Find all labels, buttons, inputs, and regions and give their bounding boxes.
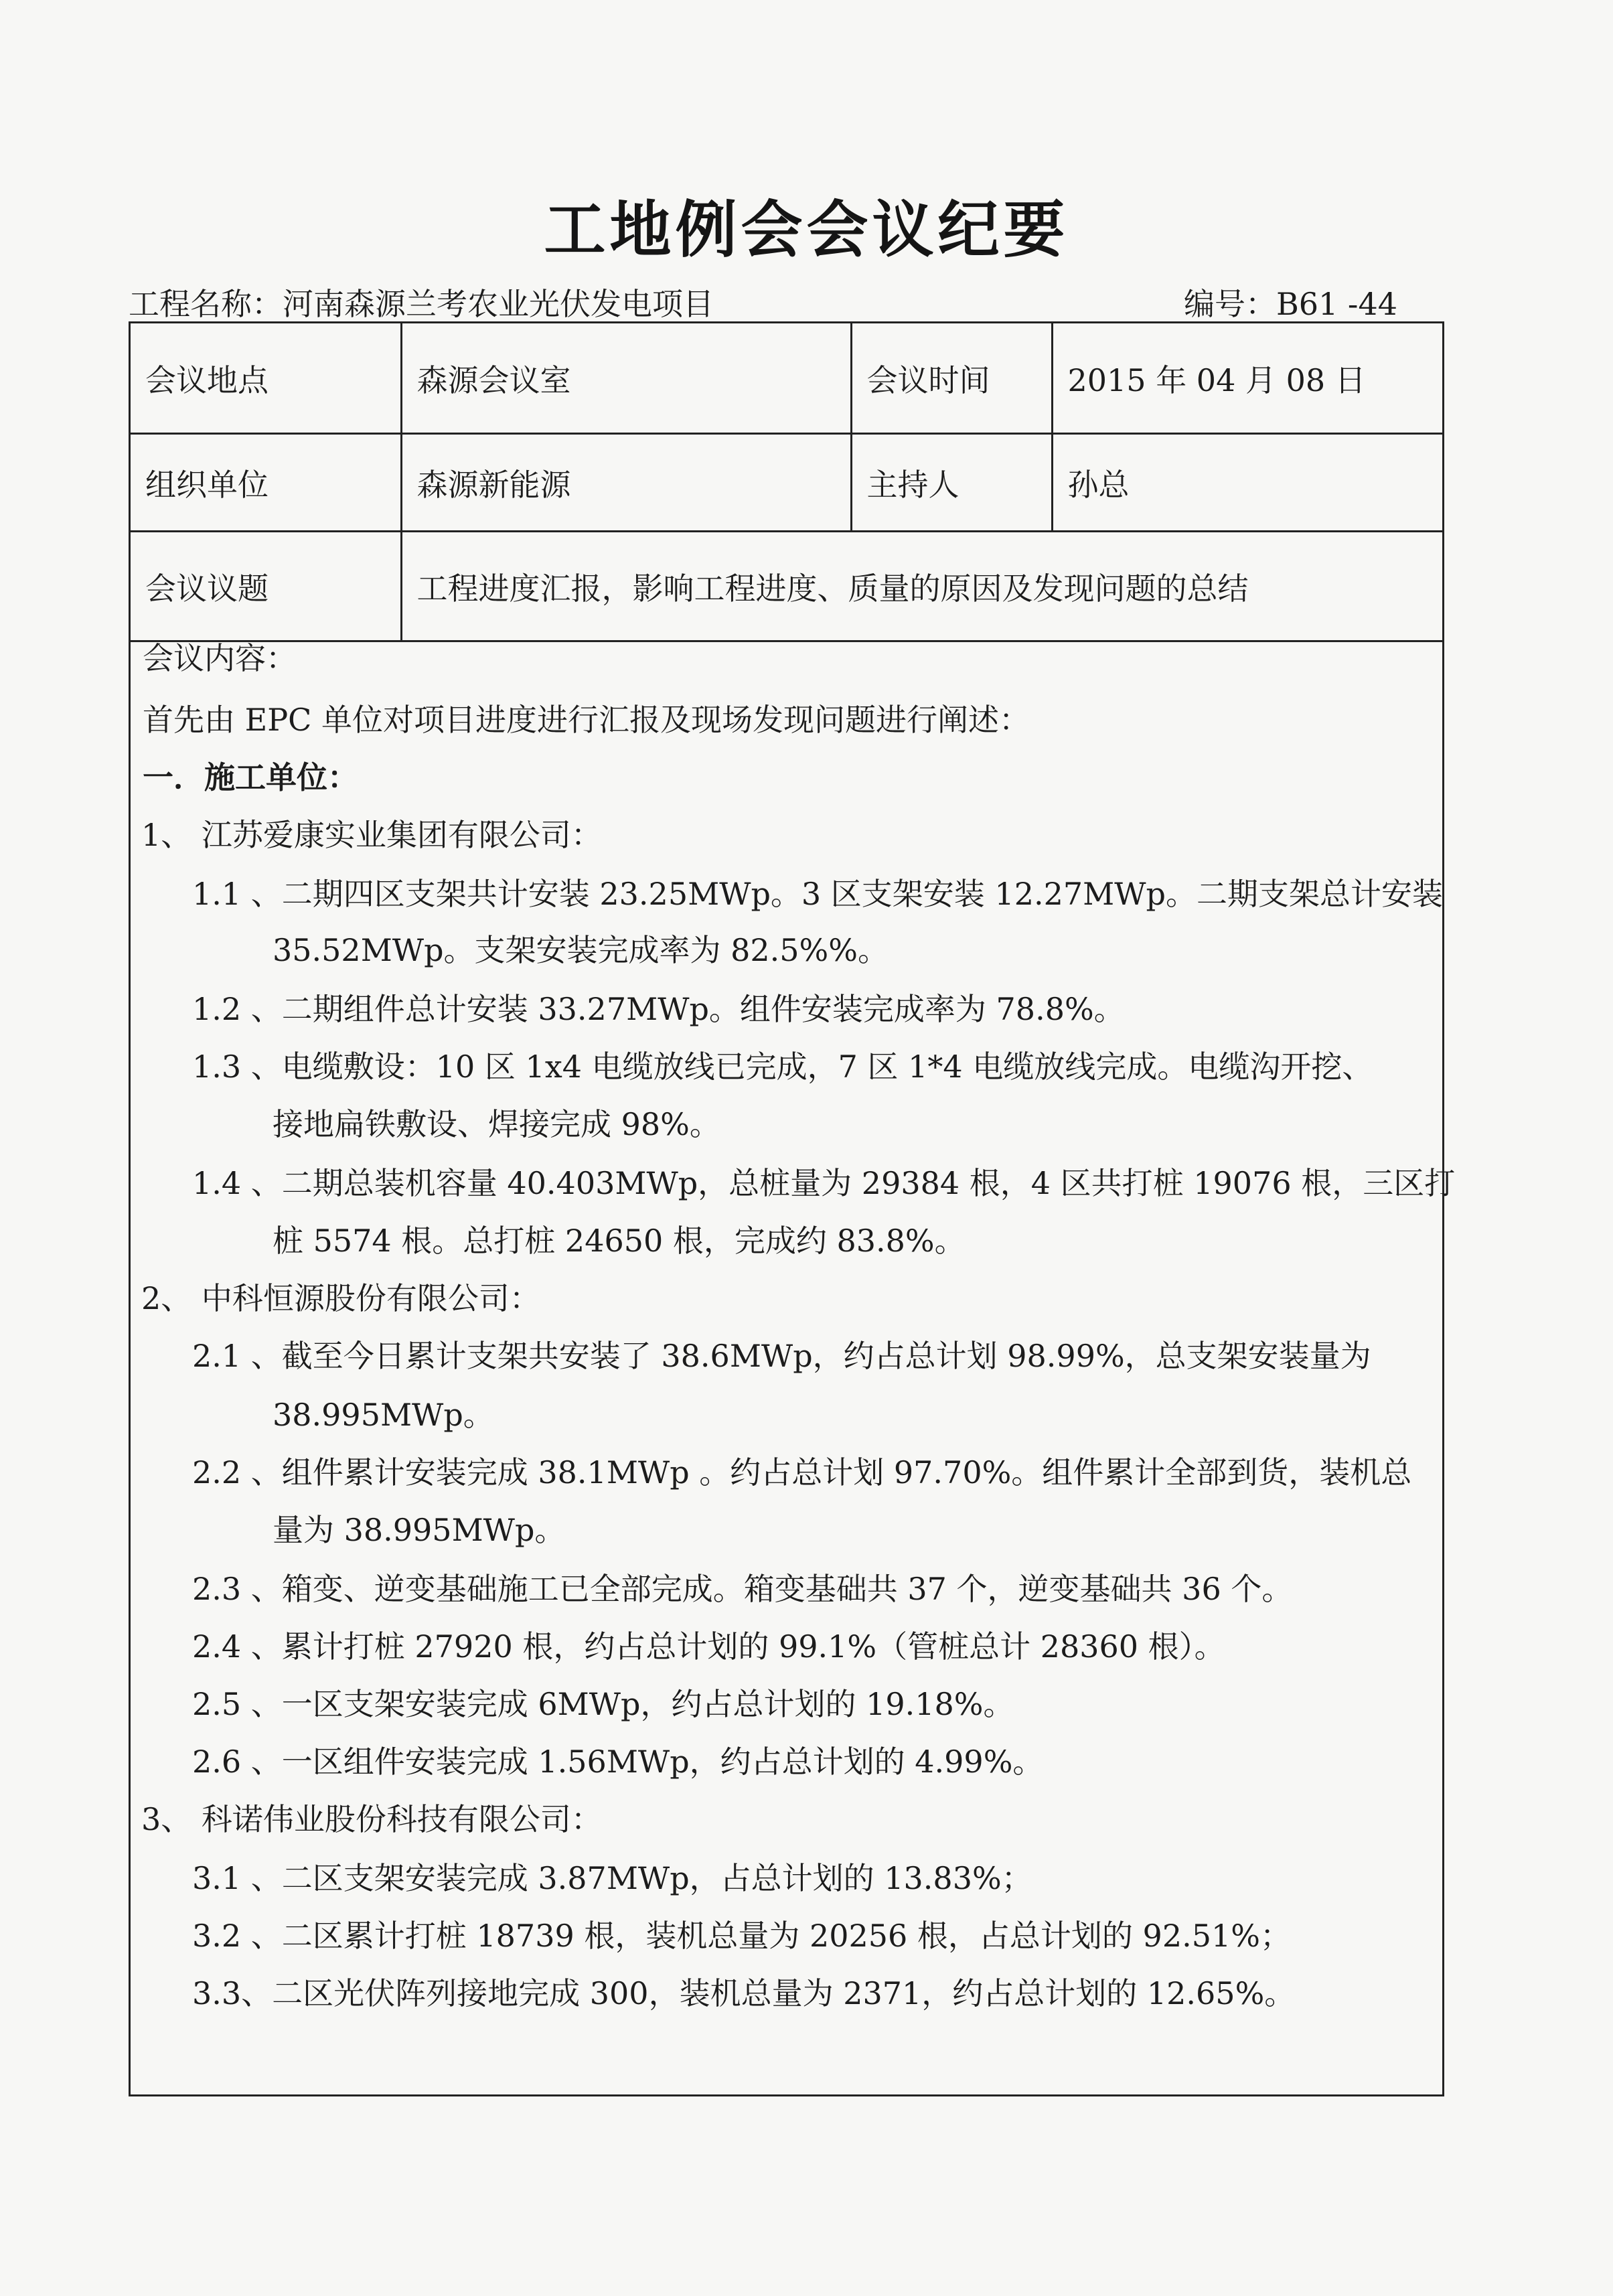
item-line: 38.995MWp。 — [273, 1397, 494, 1433]
item-line: 量为 38.995MWp。 — [273, 1512, 566, 1548]
item-line: 1.4 、二期总装机容量 40.403MWp，总桩量为 29384 根，4 区共打桩 19076 根，三区打 — [192, 1165, 1456, 1201]
content-intro: 首先由 EPC 单位对项目进度进行汇报及现场发现问题进行阐述： — [143, 702, 1030, 738]
item-line: 35.52MWp。支架安装完成率为 82.5%%。 — [273, 932, 889, 968]
info-row-location — [131, 323, 1442, 434]
org-value: 森源新能源 — [401, 434, 851, 532]
item-line: 2.5 、一区支架安装完成 6MWp，约占总计划的 19.18%。 — [192, 1686, 1014, 1722]
section-heading: 一．施工单位： — [143, 759, 358, 795]
org-label: 组织单位 — [131, 434, 401, 532]
content-heading: 会议内容： — [143, 640, 297, 676]
item-line: 2.3 、箱变、逆变基础施工已全部完成。箱变基础共 37 个，逆变基础共 36 个。 — [192, 1571, 1293, 1607]
item-line: 2.6 、一区组件安装完成 1.56MWp，约占总计划的 4.99%。 — [192, 1744, 1044, 1780]
company-heading: 2、 中科恒源股份有限公司： — [141, 1280, 540, 1316]
item-line: 1.1 、二期四区支架共计安装 23.25MWp。3 区支架安装 12.27MWp。二期支架总计安装 — [192, 876, 1443, 912]
host-label: 主持人 — [851, 434, 1052, 532]
minutes-sheet — [129, 321, 1456, 2096]
location-value: 森源会议室 — [401, 323, 851, 434]
document-number: 编号：B61 -44 — [1183, 286, 1397, 322]
meeting-info-table — [131, 323, 1442, 642]
item-line: 2.4 、累计打桩 27920 根，约占总计划的 99.1%（管桩总计 28360 根）。 — [192, 1628, 1225, 1665]
item-line: 1.2 、二期组件总计安装 33.27MWp。组件安装完成率为 78.8%。 — [192, 991, 1125, 1027]
topic-label: 会议议题 — [131, 532, 401, 641]
info-row-topic — [131, 532, 1442, 641]
document-title: 工地例会会议纪要 — [544, 194, 1069, 266]
item-line: 3.1 、二区支架安装完成 3.87MWp，占总计划的 13.83%； — [192, 1860, 1032, 1896]
info-row-org — [131, 434, 1442, 532]
item-line: 3.3、二区光伏阵列接地完成 300，装机总量为 2371，约占总计划的 12.65%。 — [192, 1975, 1296, 2011]
location-label: 会议地点 — [131, 323, 401, 434]
item-line: 桩 5574 根。总打桩 24650 根，完成约 83.8%。 — [273, 1223, 966, 1259]
item-line: 接地扁铁敷设、焊接完成 98%。 — [273, 1106, 720, 1142]
item-line: 2.1 、截至今日累计支架共安装了 38.6MWp，约占总计划 98.99%，总支架安装量为 — [192, 1338, 1371, 1374]
topic-value: 工程进度汇报，影响工程进度、质量的原因及发现问题的总结 — [401, 532, 1442, 641]
item-line: 2.2 、组件累计安装完成 38.1MWp 。约占总计划 97.70%。组件累计全部到货，装机总 — [192, 1454, 1412, 1490]
company-heading: 3、 科诺伟业股份科技有限公司： — [141, 1801, 602, 1837]
time-label: 会议时间 — [851, 323, 1052, 434]
company-heading: 1、 江苏爱康实业集团有限公司： — [141, 817, 602, 853]
item-line: 3.2 、二区累计打桩 18739 根，装机总量为 20256 根，占总计划的 92.51%； — [192, 1918, 1291, 1954]
project-name: 工程名称：河南森源兰考农业光伏发电项目 — [129, 286, 714, 322]
item-line: 1.3 、电缆敷设：10 区 1x4 电缆放线已完成，7 区 1*4 电缆放线完成。电缆沟开挖、 — [192, 1049, 1373, 1085]
host-value: 孙总 — [1052, 434, 1442, 532]
time-value: 2015 年 04 月 08 日 — [1052, 323, 1442, 434]
